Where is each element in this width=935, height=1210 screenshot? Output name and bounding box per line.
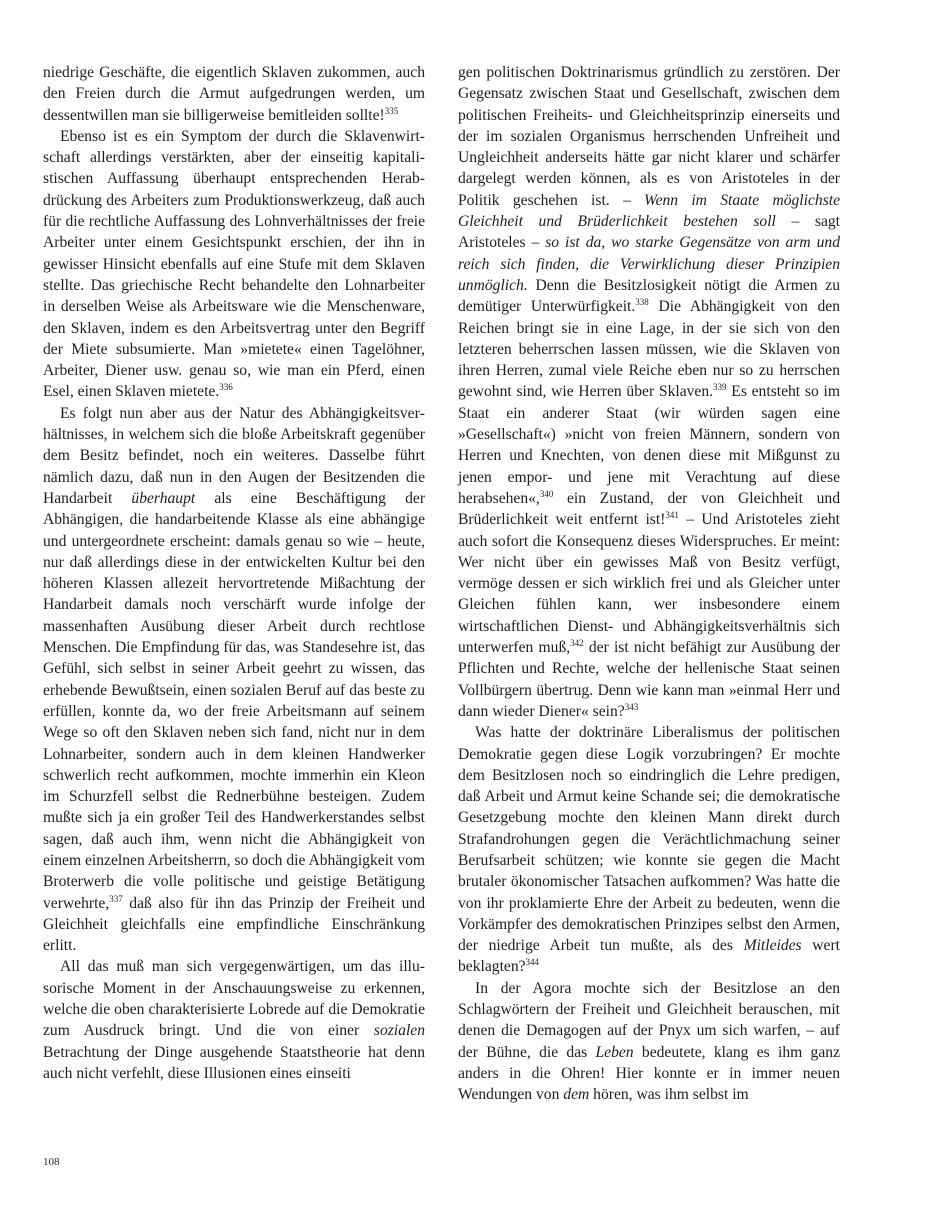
paragraph xyxy=(43,403,425,957)
text-run: Es folgt nun aber aus der Natur des Abhängigkeitsverhältnisses, in welchem sich die bloße Arbeitskraft gegenüber dem Besitz befindet, noch ein weiteres. Dasselbe führt nämlich dazu, daß nun in den Augen der Besitzenden die Handarbeit xyxy=(43,404,425,507)
paragraph xyxy=(43,62,425,126)
emphasis: Mitleides xyxy=(743,937,802,955)
text-run: In der Agora mochte sich der Besitzlose an den Schlagwörtern der Freiheit und Gleichheit berauschen, mit denen die Demagogen auf der Pnyx um sich warfen, – auf der Bühne, die das xyxy=(458,979,840,1061)
paragraph xyxy=(458,62,840,722)
paragraph xyxy=(43,956,425,1084)
text-run: Es entsteht so im Staat ein anderer Staat (wir würden sagen eine »Gesellschaft«) »nicht von freien Männern, sondern von Herren und Knechten, von denen diese mit Mißgunst zu jenen empor- und jene mit Verachtung auf diese herabsehen«, xyxy=(458,383,840,507)
emphasis: Leben xyxy=(595,1043,634,1061)
text-run: als eine Beschäftigung der Abhängigen, die handarbeitende Klasse als eine abhängige und untergeordnete erscheint: damals genau so wie – heute, nur daß allerdings diese in der entwickelten Kultur bei den höheren Klassen allezeit hervortretende Mißachtung der Handarbeit damals noch verschärft wurde infolge der massenhaften Ausübung dieser Arbeit durch rechtlose Menschen. Die Empfindung für das, was Standesehre ist, das Gefühl, sich selbst in seiner Arbeit geehrt zu wissen, das erhebende Bewußtsein, einen sozialen Beruf auf das beste zu erfüllen, konnte da, wo der freie Arbeitsmann auf seinem Wege so oft den Sklaven neben sich fand, nicht nur in dem Lohnarbeiter, sondern auch in dem kleinen Handwerker schwerlich recht aufkommen, mochte immerhin ein Kleon im Schurzfell selbst die Rednerbühne besteigen. Zudem mußte sich ja ein großer Teil des Handwerkerstandes selbst sagen, daß auch ihm, wenn nicht die Abhängigkeit von einem einzelnen Arbeitsherrn, so doch die Abhängigkeit vom Broterwerb die volle politische und geistige Betätigung verwehrte, xyxy=(43,489,426,912)
text-run: Denn die Besitzlosigkeit nötigt die Armen zu demütiger Unterwürfigkeit. xyxy=(458,276,840,316)
footnote-marker: 339 xyxy=(713,382,727,393)
footnote-marker: 343 xyxy=(624,701,639,712)
text-run: wert beklagten? xyxy=(458,937,840,976)
right-text-column xyxy=(458,62,840,1106)
emphasis: so ist da, wo starke Gegensätze von arm und reich sich finden, die Verwirklichung dieser Prinzipien unmöglich. xyxy=(458,234,840,294)
text-run: hören, was ihm selbst im xyxy=(589,1086,749,1104)
footnote-marker: 336 xyxy=(219,382,233,393)
paragraph xyxy=(458,722,840,978)
footnote-marker: 337 xyxy=(109,893,123,904)
paragraph xyxy=(43,126,425,403)
text-run: gen politischen Doktrinarismus gründlich zu zerstören. Der Gegensatz zwischen Staat und Gesellschaft, zwischen dem politischen Freiheits- und Gleichheitsprinzip einerseits und der im sozialen Organismus herrschenden Unfreiheit und Ungleichheit anderseits hätte gar nicht klarer und schärfer dargelegt werden können, als es von Aristoteles in der Politik geschehen ist. – xyxy=(458,64,840,209)
page-number: 108 xyxy=(43,1156,60,1168)
left-text-column xyxy=(43,62,425,1084)
footnote-marker: 335 xyxy=(384,105,399,116)
text-run: bedeutete, klang es ihm ganz anders in die Ohren! Hier konnte er in immer neuen Wendungen von xyxy=(458,1043,840,1104)
text-run: der ist nicht befähigt zur Ausübung der Pflichten und Rechte, welche der hellenische Staat seinen Vollbürgern übertrug. Denn wie kann man »einmal Herr und dann wieder Diener« sein? xyxy=(458,639,840,720)
text-run: Die Abhängigkeit von den Reichen bringt sie in eine Lage, in der sie sich von den letzteren beherrschen lassen müssen, wie die Sklaven von ihren Herren, zumal viele Reiche eben nur so zu herrschen gewohnt sind, wie Herren über Sklaven. xyxy=(458,298,840,401)
text-run: ein Zustand, der von Gleichheit und Brüderlichkeit weit entfernt ist! xyxy=(458,489,840,529)
footnote-marker: 344 xyxy=(525,957,540,968)
text-run: – sagt Aristoteles – xyxy=(458,213,840,252)
text-run: – Und Aristoteles zieht auch sofort die Konsequenz dieses Widerspruches. Er meint: Wer nicht über ein gewisses Maß von Besitz verfügt, vermöge dessen er sich wirklich frei und als Gleicher unter Gleichen fühlen kann, wer insbesondere einem wirtschaftlichen Dienst- und Abhängigkeitsverhältnis sich unterwerfen muß, xyxy=(458,511,840,657)
footnote-marker: 341 xyxy=(665,510,679,521)
text-run: Ebenso ist es ein Symptom der durch die Sklavenwirtschaft allerdings verstärkten, aber der einseitig kapitalistischen Auffassung überhaupt entsprechenden Herabdrückung des Arbeiters zum Produktionswerkzeug, daß auch für die rechtliche Auffassung des Lohnverhältnisses der freie Arbeiter unter einem Gesichtspunkt erschien, der ihn in gewisser Hinsicht ebenfalls auf eine Stufe mit dem Sklaven stellte. Das griechische Recht behandelte den Lohnarbeiter in derselben Weise als Arbeitsware wie die Menschenware, den Sklaven, indem es den Arbeitsvertrag unter den Begriff der Miete subsumierte. Man »mietete« einen Tagelöhner, Arbeiter, Diener usw. genau so, wie man ein Pferd, einen Esel, einen Sklaven mietete. xyxy=(43,127,425,401)
emphasis: Wenn im Staate möglichste Gleichheit und Brüderlichkeit bestehen soll xyxy=(458,191,840,231)
text-run: All das muß man sich vergegenwärtigen, um das illusorische Moment in der Anschauungsweise zu erkennen, welche die oben charakterisierte Lobrede auf die Demokratie zum Ausdruck bringt. Und die von einer xyxy=(43,958,425,1040)
footnote-marker: 342 xyxy=(570,638,584,649)
text-run: Betrachtung der Dinge ausgehende Staatstheorie hat denn auch nicht verfehlt, diese Illusionen eines einseiti xyxy=(43,1043,425,1082)
emphasis: dem xyxy=(563,1086,590,1104)
footnote-marker: 338 xyxy=(635,297,649,308)
text-run: daß also für ihn das Prinzip der Freiheit und Gleichheit gleichfalls eine empfindliche Einschränkung erlitt. xyxy=(43,894,425,955)
paragraph xyxy=(458,978,840,1106)
emphasis: überhaupt xyxy=(131,489,196,507)
footnote-marker: 340 xyxy=(539,488,554,499)
text-run: niedrige Geschäfte, die eigentlich Sklaven zukommen, auch den Freien durch die Armut aufgedrungen werden, um dessentwillen man sie billigerweise bemitleiden sollte! xyxy=(43,64,425,124)
text-run: Was hatte der doktrinäre Liberalismus der politischen Demokratie gegen diese Logik vorzubringen? Er mochte dem Besitzlosen noch so eindringlich die Lehre predigen, daß Arbeit und Armut keine Schande sei; die demokratische Gesetzgebung mochte den kleinen Mann direkt durch Strafandrohungen gegen die Verächtlichmachung seiner Berufsarbeit schützen; wie konnte sie gegen die Macht brutaler ökonomischer Tatsachen aufkommen? Was hatte die von ihr proklamierte Ehre der Arbeit zu bedeuten, wenn die Vorkämpfer des demokratischen Prinzipes selbst den Armen, der niedrige Arbeit tun mußte, als des xyxy=(458,724,840,955)
emphasis: sozialen xyxy=(373,1022,425,1040)
